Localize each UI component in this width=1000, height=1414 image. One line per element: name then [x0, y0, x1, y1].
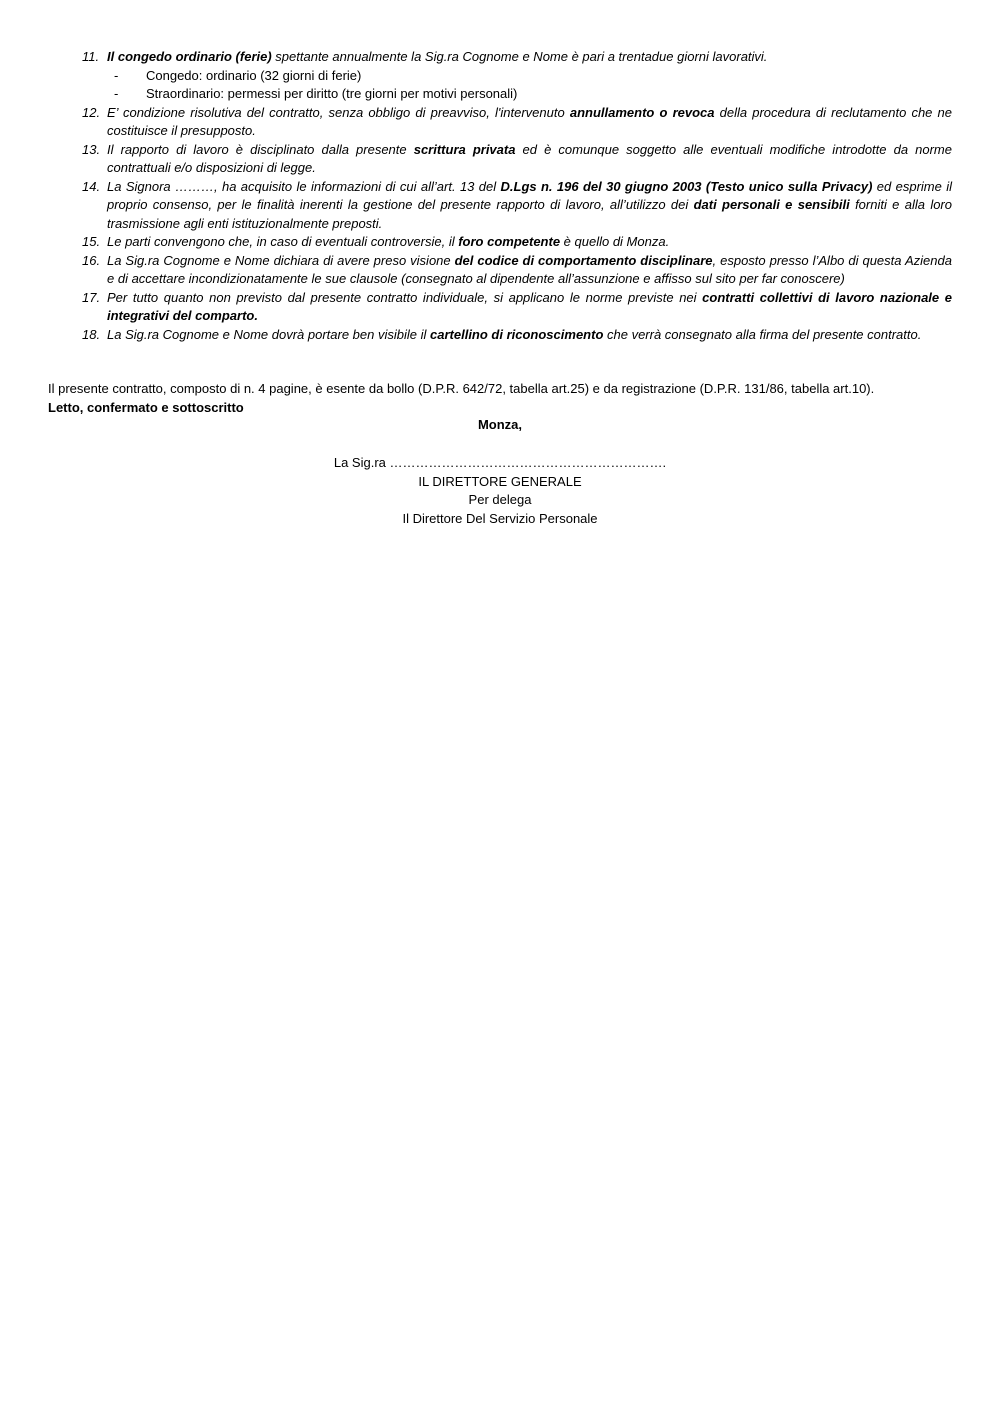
clause-fragment: E’ condizione risolutiva del contratto, senza obbligo di preavviso, l'intervenuto [107, 104, 570, 120]
clause-bold-fragment: annullamento o revoca [569, 104, 715, 120]
clause-row [82, 326, 952, 345]
clause-row [82, 104, 952, 141]
clause-bold-fragment: dati personali e sensibili [693, 197, 850, 212]
clause-item [82, 252, 952, 289]
clause-text [107, 326, 952, 345]
clause-bold-fragment: del codice di comportamento disciplinare [454, 252, 713, 268]
signature-delegation: Per delega [468, 492, 532, 507]
clause-text [107, 104, 952, 141]
clause-number: 11. [82, 49, 100, 64]
sub-item-dash: - [114, 86, 119, 101]
clause-fragment: forniti e alla loro trasmissione agli enti istituzionalmente preposti. [107, 197, 952, 231]
clause-fragment: ed è comunque soggetto alle eventuali modifiche introdotte da norme contrattuali e/o disposizioni di legge. [107, 141, 952, 175]
clause-number: 17. [82, 289, 101, 305]
signature-title: IL DIRETTORE GENERALE [418, 473, 582, 489]
clause-bold-fragment: Il congedo ordinario (ferie) [107, 49, 272, 64]
clause-bold-fragment: contratti collettivi di lavoro nazionale e integrativi del comparto. [107, 289, 952, 323]
clause-item [82, 178, 952, 234]
clause-number: 13. [82, 141, 101, 157]
clause-text [107, 48, 952, 67]
clause-fragment: è quello di Monza. [560, 234, 670, 249]
clause-fragment: Il rapporto di lavoro è disciplinato dalla presente [107, 141, 414, 157]
clause-bold-fragment: cartellino di riconoscimento [430, 326, 604, 342]
clause-number: 12. [82, 104, 101, 120]
clause-text [107, 141, 952, 178]
clause-item [82, 104, 952, 141]
clause-list [82, 48, 952, 344]
clause-row [82, 233, 952, 252]
clause-number: 15. [82, 234, 101, 249]
exemption-note: Il presente contratto, composto di n. 4 pagine, è esente da bollo (D.P.R. 642/72, tabella art.25) e da registrazione (D.P.R. 131/86, tabella art.10). [48, 381, 875, 396]
clause-row [82, 289, 952, 326]
signature-block [0, 454, 1000, 528]
sub-item-dash: - [114, 67, 119, 83]
clause-item [82, 233, 952, 252]
clause-text [107, 178, 952, 234]
clause-row [82, 141, 952, 178]
clause-number: 14. [82, 178, 101, 194]
clause-fragment: Le parti convengono che, in caso di eventuali controversie, il [107, 234, 459, 249]
signature-line-employee: La Sig.ra ………………………………………………………. [333, 455, 667, 470]
clause-item [82, 289, 952, 326]
clause-number: 16. [82, 252, 101, 268]
sub-item-list [82, 67, 952, 104]
clause-bold-fragment: scrittura privata [413, 141, 516, 157]
clause-fragment: ed esprime il proprio consenso, per le finalità inerenti la gestione del presente rapporto di lavoro, all’utilizzo dei [107, 178, 952, 212]
clause-bold-fragment: foro competente [458, 234, 561, 249]
sub-item-text: Congedo: ordinario (32 giorni di ferie) [146, 67, 362, 83]
clause-text [107, 289, 952, 326]
clause-fragment: Per tutto quanto non previsto dal presente contratto individuale, si applicano le norme previste nei [107, 289, 703, 305]
signing-place: Monza, [477, 417, 523, 432]
sub-item [82, 67, 952, 86]
clause-row [82, 48, 952, 67]
clause-fragment: della procedura di reclutamento che ne costituisce il presupposto. [107, 104, 952, 138]
clause-number: 18. [82, 326, 101, 342]
sub-item [82, 85, 952, 104]
clause-row [82, 252, 952, 289]
signature-office: Il Direttore Del Servizio Personale [402, 510, 598, 526]
footer-note [48, 380, 968, 417]
clause-fragment: La Sig.ra Cognome e Nome dichiara di avere preso visione [107, 252, 455, 268]
clause-fragment: , esposto presso l’Albo di questa Azienda e di accettare incondizionatamente le sue clausole (consegnato al dipendente all’assunzione e affisso sul sito per far conoscere) [107, 252, 952, 286]
read-confirmed-signed: Letto, confermato e sottoscritto [48, 399, 244, 415]
clause-text [107, 252, 952, 289]
clause-row [82, 178, 952, 234]
clause-item [82, 48, 952, 104]
clause-fragment: che verrà consegnato alla firma del presente contratto. [603, 326, 922, 342]
clause-text [107, 233, 952, 252]
sub-item-text: Straordinario: permessi per diritto (tre giorni per motivi personali) [146, 86, 518, 101]
clause-fragment: La Signora ………, ha acquisito le informazioni di cui all’art. 13 del [107, 178, 501, 194]
clause-item [82, 141, 952, 178]
clause-fragment: spettante annualmente la Sig.ra Cognome e Nome è pari a trentadue giorni lavorativi. [271, 49, 768, 64]
clause-bold-fragment: D.Lgs n. 196 del 30 giugno 2003 (Testo unico sulla Privacy) [500, 178, 873, 194]
clause-fragment: La Sig.ra Cognome e Nome dovrà portare ben visibile il [107, 326, 431, 342]
clause-item [82, 326, 952, 345]
